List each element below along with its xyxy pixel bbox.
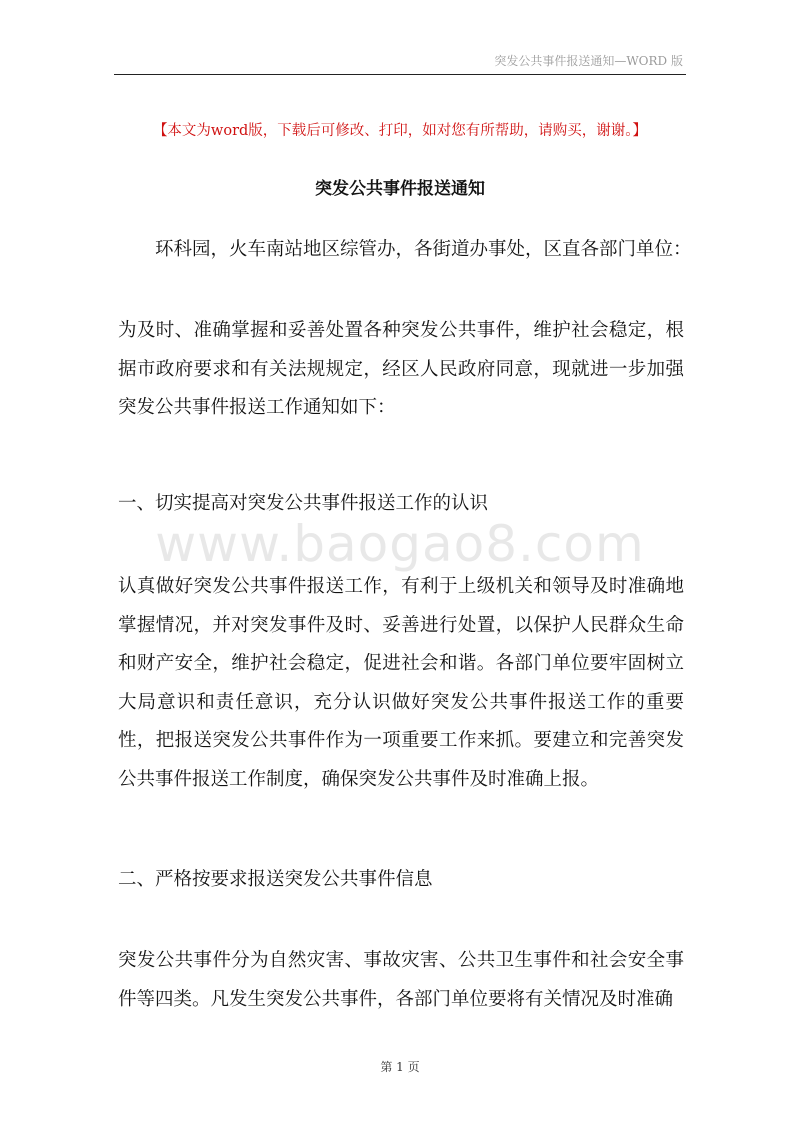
watermark: www.baogao8.com — [155, 515, 645, 573]
header-divider — [114, 74, 686, 75]
section-2-body: 突发公共事件分为自然灾害、事故灾害、公共卫生事件和社会安全事件等四类。凡发生突发公共事件，各部门单位要将有关情况及时准确 — [118, 950, 684, 1010]
section-1-body: 认真做好突发公共事件报送工作，有利于上级机关和领导及时准确地掌握情况，并对突发事件及时、妥善进行处置，以保护人民群众生命和财产安全，维护社会稳定，促进社会和谐。各部门单位要牢固树立大局意识和责任意识，充分认识做好突发公共事件报送工作的重要性，把报送突发公共事件作为一项重要工作来抓。要建立和完善突发公共事件报送工作制度，确保突发公共事件及时准确上报。 — [118, 576, 684, 790]
section-2-heading: 二、严格按要求报送突发公共事件信息 — [118, 869, 433, 890]
page-number: 第 1 页 — [380, 1060, 420, 1074]
intro-paragraph: 为及时、准确掌握和妥善处置各种突发公共事件，维护社会稳定，根据市政府要求和有关法规规定，经区人民政府同意，现就进一步加强突发公共事件报送工作通知如下： — [118, 320, 684, 418]
section-1-heading: 一、切实提高对突发公共事件报送工作的认识 — [118, 493, 489, 514]
salutation: 环科园，火车南站地区综管办，各街道办事处，区直各部门单位： — [155, 239, 692, 260]
purchase-notice: 【本文为word版，下载后可修改、打印，如对您有所帮助，请购买，谢谢。】 — [152, 123, 648, 139]
document-title: 突发公共事件报送通知 — [315, 179, 485, 199]
running-header: 突发公共事件报送通知—WORD 版 — [494, 54, 683, 68]
